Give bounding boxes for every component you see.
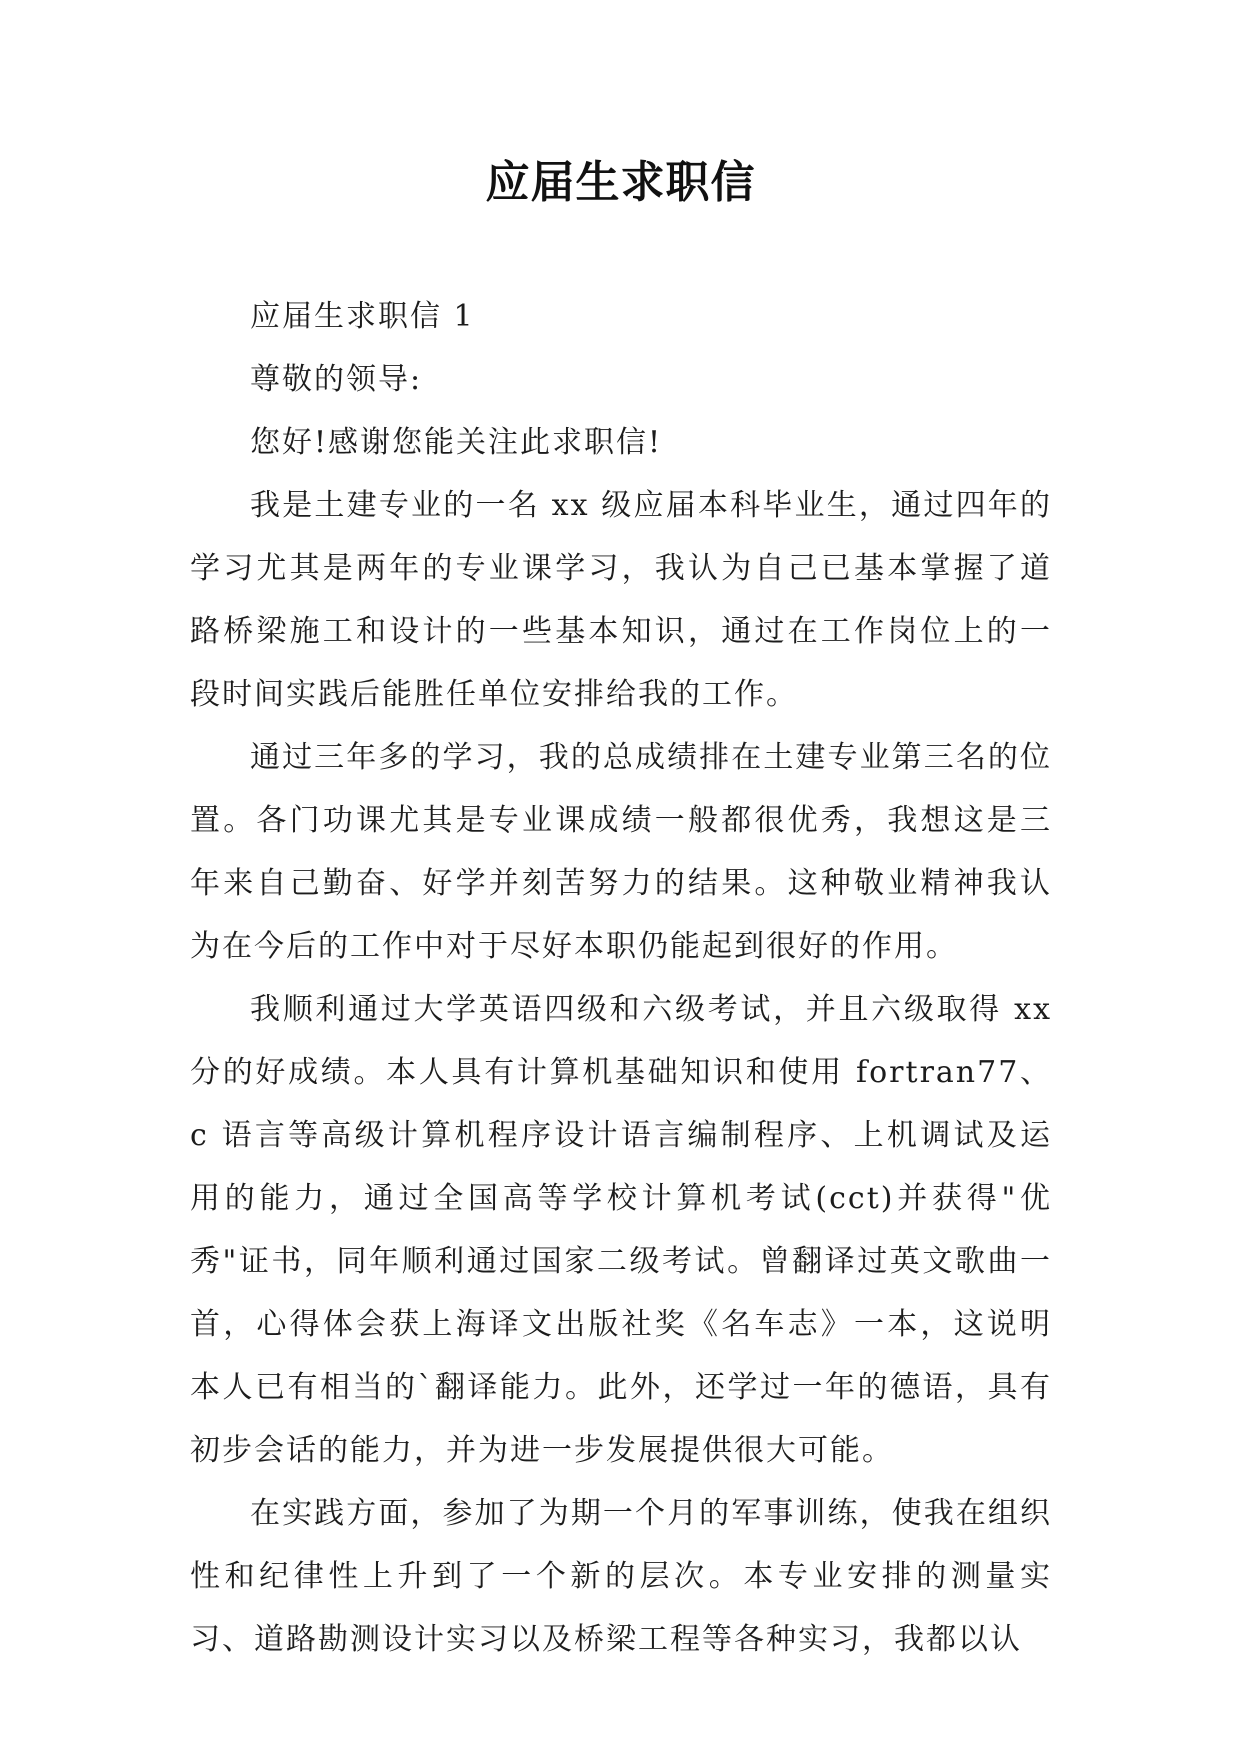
practice-paragraph: 在实践方面，参加了为期一个月的军事训练，使我在组织性和纪律性上升到了一个新的层次。本专业安排的测量实习、道路勘测设计实习以及桥梁工程等各种实习，我都以认 <box>190 1496 1052 1657</box>
academic-paragraph: 通过三年多的学习，我的总成绩排在土建专业第三名的位置。各门功课尤其是专业课成绩一般都很优秀，我想这是三年来自己勤奋、好学并刻苦努力的结果。这种敬业精神我认为在今后的工作中对于尽好本职仍能起到很好的作用。 <box>190 740 1052 964</box>
intro-paragraph: 我是土建专业的一名 xx 级应届本科毕业生，通过四年的学习尤其是两年的专业课学习，我认为自己已基本掌握了道路桥梁施工和设计的一些基本知识，通过在工作岗位上的一段时间实践后能胜任单位安排给我的工作。 <box>190 488 1052 712</box>
document-title: 应届生求职信 <box>485 157 756 208</box>
document-body <box>190 285 1052 1671</box>
greeting-paragraph: 您好!感谢您能关注此求职信! <box>250 425 663 460</box>
skills-paragraph: 我顺利通过大学英语四级和六级考试，并且六级取得 xx 分的好成绩。本人具有计算机基础知识和使用 fortran77、c 语言等高级计算机程序设计语言编制程序、上机调试及运用的能力，通过全国高等学校计算机考试(cct)并获得"优秀"证书，同年顺利通过国家二级考试。曾翻译过英文歌曲一首，心得体会获上海译文出版社奖《名车志》一本，这说明本人已有相当的`翻译能力。此外，还学过一年的德语，具有初步会话的能力，并为进一步发展提供很大可能。 <box>190 992 1052 1468</box>
salutation-paragraph: 尊敬的领导: <box>250 362 423 397</box>
subtitle-paragraph: 应届生求职信 1 <box>250 299 475 334</box>
